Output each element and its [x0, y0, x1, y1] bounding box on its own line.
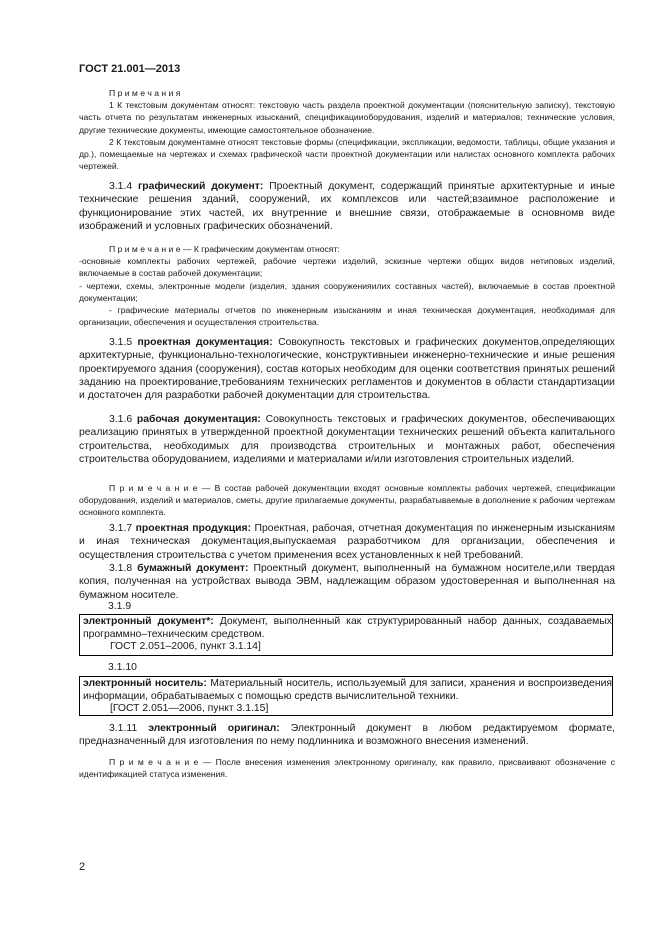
definition-reference: ГОСТ 2.051–2006, пункт 3.1.14]	[110, 641, 261, 653]
note-text: — После внесения изменения электронному оригиналу, как правило, присваивают обозначение с идентификацией статуса изменения.	[79, 757, 615, 780]
note-title: П р и м е ч а н и е	[109, 483, 198, 493]
clause-3-1-8	[79, 562, 615, 602]
note-block-1	[79, 87, 615, 172]
clause-3-1-7	[79, 522, 615, 562]
clause-text: Проектный документ, выполненный на бумажном носителе,или твердая копия, полученная на устройствах вывода ЭВМ, надлежащим образом удостоверенная и выполненная на бумажном носителе.	[79, 563, 616, 601]
definition-reference: [ГОСТ 2.051—2006, пункт 3.1.15]	[110, 703, 269, 715]
note-paragraph	[79, 756, 615, 780]
clause-number: 3.1.5	[109, 337, 133, 348]
clause-term: проектная продукция:	[135, 523, 252, 534]
clause-3-1-6	[79, 413, 615, 466]
clause-number: 3.1.8	[109, 563, 133, 574]
clause-number: 3.1.4	[109, 181, 133, 192]
note-block-2	[79, 243, 615, 328]
clause-number: 3.1.11	[109, 723, 138, 734]
clause-term: рабочая документация:	[136, 414, 261, 425]
note-item: - графические материалы отчетов по инженерным изысканиям и иная техническая документация, необходимая для организации, обеспечения и осуществления строительства.	[79, 305, 615, 328]
definition-mark: *:	[206, 616, 214, 627]
definition-paragraph	[83, 616, 612, 641]
note-title: П р и м е ч а н и я	[109, 88, 181, 98]
clause-paragraph	[79, 413, 615, 466]
definition-text: Документ, выполненный как структурированный набор данных, создаваемых программно–техническим средством.	[83, 616, 612, 640]
note-paragraph	[79, 243, 615, 255]
clause-paragraph	[79, 722, 615, 749]
clause-text: Совокупность текстовых и графических документов, обеспечивающих реализацию принятых в утвержденной проектной документации технических решений объекта капитального строительства, необходимых для производства строительных и монтажных работ, обеспечения строительства оборудованием, изделиями и материалами и/или изготовления строительных изделий.	[79, 414, 616, 465]
definition-paragraph	[83, 678, 612, 703]
clause-number: 3.1.10	[108, 662, 137, 673]
clause-text: Совокупность текстовых и графических документов,определяющих архитектурные, функционально-технологические, конструктивныеи инженерно-технические и иные решения проектируемого здания (сооружения), состав которых необходим для оценки соответствия принятых решений заданию на проектирование,требованиям технических регламентов и документов в области стандартизации и достаточен для разработки рабочей документации для строительства.	[79, 337, 616, 402]
definition-term: электронный документ	[83, 616, 207, 627]
clause-text: Электронный документ в любом редактируемом формате, предназначенный для изготовления по нему подлинника и возможного внесения изменений.	[79, 723, 616, 748]
clause-term: графический документ:	[137, 181, 264, 192]
clause-3-1-4	[79, 180, 615, 233]
clause-number: 3.1.9	[108, 601, 132, 612]
clause-paragraph	[79, 522, 615, 562]
note-title: П р и м е ч а н и е	[109, 244, 181, 254]
clause-paragraph	[79, 336, 615, 402]
clause-paragraph	[79, 562, 615, 602]
definition-box-3-1-9	[79, 614, 613, 656]
clause-3-1-5	[79, 336, 615, 402]
definition-box-3-1-10	[79, 676, 613, 716]
note-paragraph	[79, 482, 615, 519]
note-text: — В состав рабочей документации входят основные комплекты рабочих чертежей, спецификации оборудования, изделий и материалов, сметы, другие прилагаемые документы, разрабатываемые в дополнение к рабочим чертежам основного комплекта.	[79, 483, 615, 518]
clause-term: электронный оригинал:	[148, 723, 280, 734]
clause-term: проектная документация:	[137, 337, 273, 348]
note-title: П р и м е ч а н и е	[109, 757, 199, 767]
clause-term: бумажный документ:	[137, 563, 249, 574]
note-lead: — К графическим документам относят:	[180, 244, 340, 254]
clause-text: Проектный документ, содержащий принятые архитектурные и иные технические решения зданий, сооружений, их комплексов или частей;взаимное расположение и функционирование этих частей, их внутренние и внешние связи, отображаемые в основномв виде изображений и условных графических обозначений.	[79, 181, 616, 232]
clause-3-1-11	[79, 722, 615, 749]
note-item: -основные комплекты рабочих чертежей, рабочие чертежи изделий, эскизные чертежи общих видов нетиповых изделий, включаемые в состав рабочей документации;	[79, 256, 615, 279]
page-number: 2	[79, 861, 86, 873]
clause-number: 3.1.7	[109, 523, 133, 534]
note-item: 2 К текстовым документамне относят текстовые формы (спецификации, экспликации, ведомости, таблицы, общие указания и др.), помещаемые на чертежах и схемах графической части проектной документации или налистах основного комплекта рабочих чертежей.	[79, 136, 615, 172]
note-item: 1 К текстовым документам относят: текстовую часть раздела проектной документации (пояснительную записку), текстовую часть отчета по результатам инженерных изысканий, спецификацииоборудования, изделий и материалов; технические условия, другие технические документы, имеющие самостоятельное обозначение.	[79, 100, 615, 135]
note-item: - чертежи, схемы, электронные модели (изделия, здания сооруженияилих составных частей), включаемые в состав проектной документации;	[79, 280, 615, 303]
document-header: ГОСТ 21.001—2013	[79, 63, 181, 75]
definition-text: Материальный носитель, используемый для записи, хранения и воспроизведения информации, обрабатываемых с помощью средств вычислительной техники.	[83, 678, 612, 702]
clause-number: 3.1.6	[109, 414, 133, 425]
clause-paragraph	[79, 180, 615, 233]
note-block-3	[79, 482, 615, 519]
clause-text: Проектная, рабочая, отчетная документация по инженерным изысканиям и иная техническая документация,выпускаемая разработчиком для организации, обеспечения и осуществления строительства с учетом применения всех установленных к ней требований.	[79, 523, 615, 561]
note-block-4	[79, 756, 615, 780]
definition-term: электронный носитель:	[83, 678, 207, 689]
